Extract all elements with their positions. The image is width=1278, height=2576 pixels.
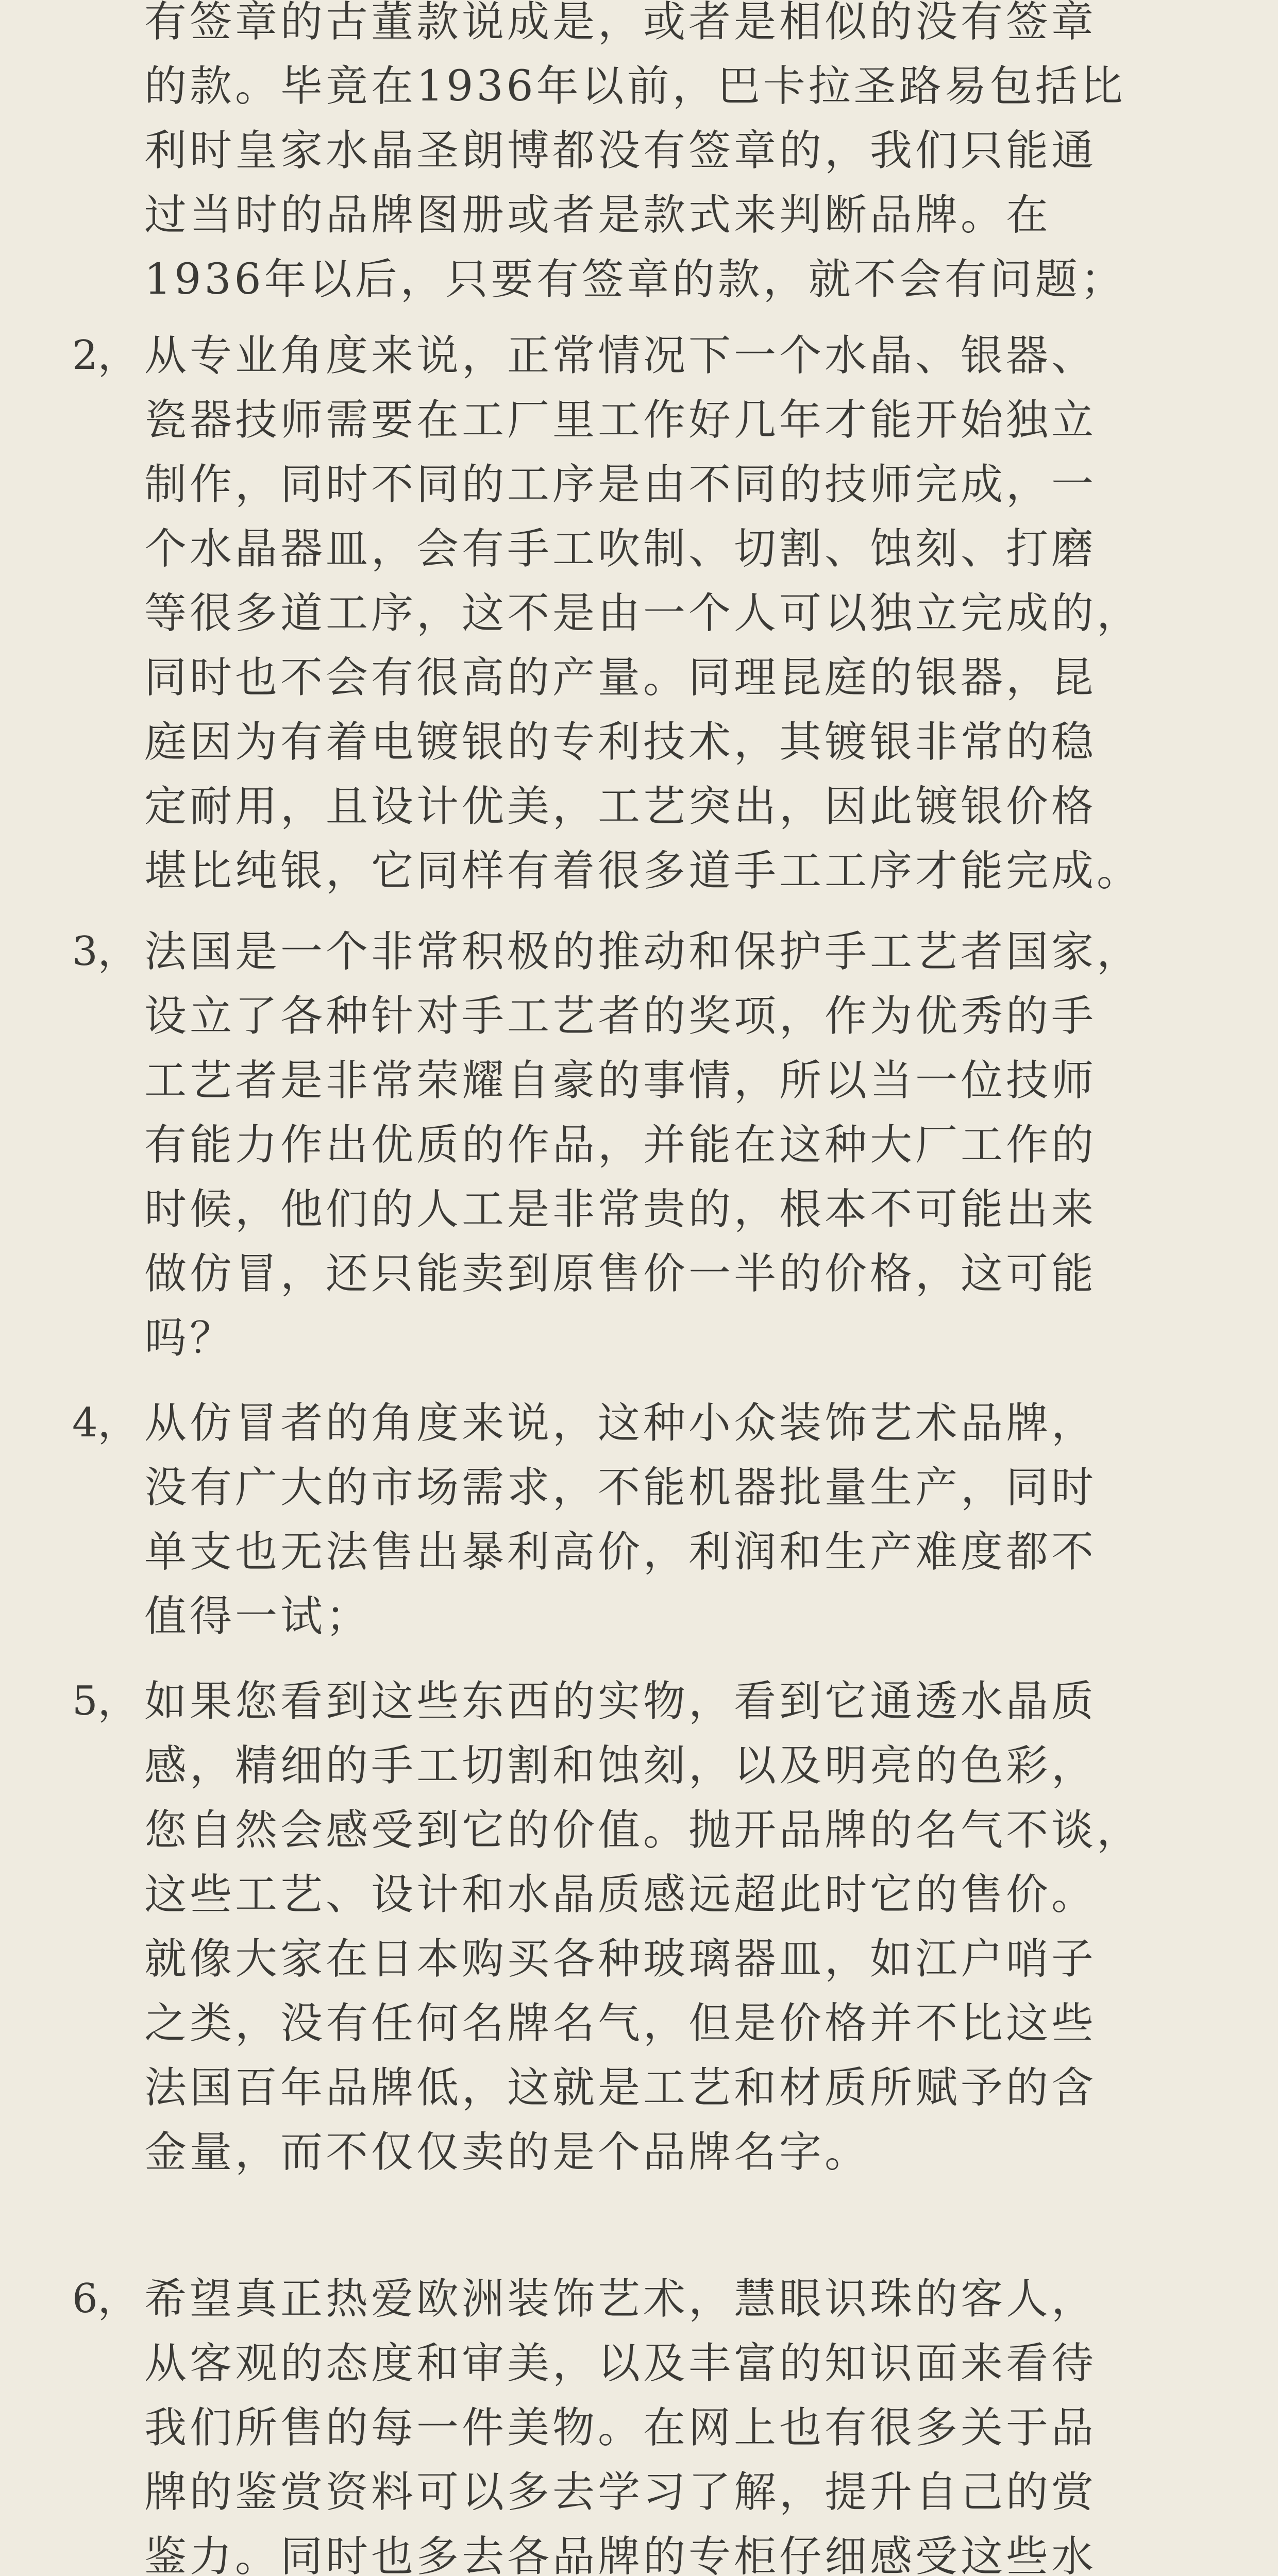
text-line: 瓷器技师需要在工厂里工作好几年才能开始独立	[144, 396, 1097, 445]
text-line: 吗？	[144, 1314, 236, 1363]
text-line: 这些工艺、设计和水晶质感远超此时它的售价。	[144, 1870, 1097, 1919]
item-number: 4，	[72, 1400, 138, 1446]
text-line: 时候，他们的人工是非常贵的，根本不可能出来	[144, 1185, 1097, 1234]
text-line: 单支也无法售出暴利高价，利润和生产难度都不	[144, 1528, 1097, 1577]
text-line: 1936年以后，只要有签章的款，就不会有问题；	[144, 255, 1126, 304]
paragraph-body	[144, 1391, 1226, 1649]
item-number: 2，	[72, 332, 138, 379]
text-line: 牌的鉴赏资料可以多去学习了解，提升自己的赏	[144, 2468, 1097, 2517]
text-line: 金量，而不仅仅卖的是个品牌名字。	[144, 2128, 870, 2177]
text-line: 鉴力。同时也多去各品牌的专柜仔细感受这些水	[144, 2532, 1097, 2576]
item-number: 6，	[72, 2276, 138, 2322]
text-line: 之类，没有任何名牌名气，但是价格并不比这些	[144, 1999, 1097, 2048]
text-line: 从仿冒者的角度来说，这种小众装饰艺术品牌，	[144, 1399, 1097, 1448]
paragraph-body	[144, 0, 1226, 312]
text-line: 做仿冒，还只能卖到原售价一半的价格，这可能	[144, 1249, 1097, 1298]
text-line: 希望真正热爱欧洲装饰艺术，慧眼识珠的客人，	[144, 2275, 1097, 2324]
text-line: 就像大家在日本购买各种玻璃器皿，如江户哨子	[144, 1935, 1097, 1984]
text-line: 制作，同时不同的工序是由不同的技师完成，一	[144, 460, 1097, 509]
text-line: 法国是一个非常积极的推动和保护手工艺者国家，	[144, 927, 1142, 976]
paragraph-body	[144, 2267, 1226, 2576]
text-line: 设立了各种针对手工艺者的奖项，作为优秀的手	[144, 992, 1097, 1041]
text-line: 值得一试；	[144, 1592, 372, 1641]
paragraph-body	[144, 1669, 1226, 2184]
text-line: 如果您看到这些东西的实物，看到它通透水晶质	[144, 1677, 1097, 1726]
text-line: 工艺者是非常荣耀自豪的事情，所以当一位技师	[144, 1056, 1097, 1105]
text-line: 有能力作出优质的作品，并能在这种大厂工作的	[144, 1121, 1097, 1170]
paragraph-body	[144, 920, 1226, 1370]
text-line: 感，精细的手工切割和蚀刻，以及明亮的色彩，	[144, 1741, 1097, 1790]
text-line: 没有广大的市场需求，不能机器批量生产，同时	[144, 1463, 1097, 1512]
text-line: 您自然会感受到它的价值。抛开品牌的名气不谈，	[144, 1806, 1142, 1855]
text-line: 堪比纯银，它同样有着很多道手工工序才能完成。	[144, 846, 1142, 895]
text-line: 从专业角度来说，正常情况下一个水晶、银器、	[144, 331, 1097, 380]
text-line: 有签章的古董款说成是，或者是相似的没有签章	[144, 0, 1097, 46]
text-line: 利时皇家水晶圣朗博都没有签章的，我们只能通	[144, 126, 1097, 175]
paragraph-body	[144, 324, 1226, 903]
text-line: 法国百年品牌低，这就是工艺和材质所赋予的含	[144, 2063, 1097, 2112]
item-number: 5，	[72, 1678, 138, 1724]
text-line: 定耐用，且设计优美，工艺突出，因此镀银价格	[144, 782, 1097, 831]
text-line: 庭因为有着电镀银的专利技术，其镀银非常的稳	[144, 718, 1097, 767]
text-line: 等很多道工序，这不是由一个人可以独立完成的，	[144, 589, 1142, 638]
text-line: 的款。毕竟在1936年以前，巴卡拉圣路易包括比	[144, 62, 1126, 111]
text-line: 我们所售的每一件美物。在网上也有很多关于品	[144, 2403, 1097, 2452]
text-line: 个水晶器皿，会有手工吹制、切割、蚀刻、打磨	[144, 524, 1097, 573]
text-line: 同时也不会有很高的产量。同理昆庭的银器，昆	[144, 653, 1097, 702]
item-number: 3，	[72, 928, 138, 975]
text-line: 从客观的态度和审美，以及丰富的知识面来看待	[144, 2339, 1097, 2388]
text-line: 过当时的品牌图册或者是款式来判断品牌。在	[144, 191, 1052, 240]
